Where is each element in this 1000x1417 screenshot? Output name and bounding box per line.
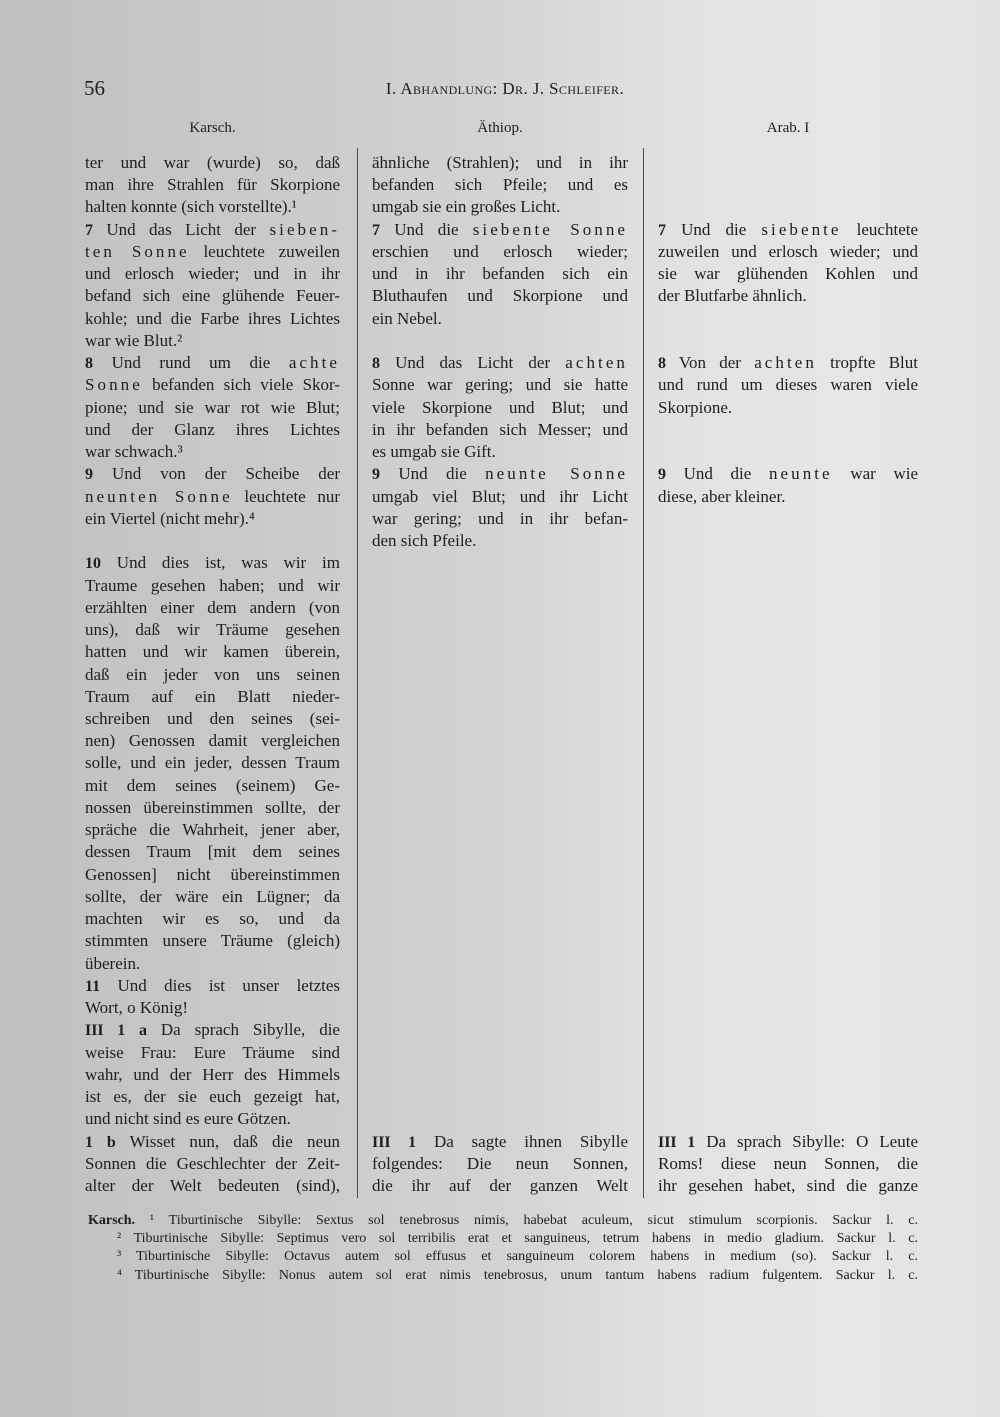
section-number: 1 b: [85, 1133, 116, 1151]
text-line: [85, 619, 340, 641]
text-run: Traum auf ein Blatt nieder-: [85, 686, 340, 706]
text-line: [658, 486, 918, 508]
text-run: Traume gesehen haben; und wir: [85, 575, 340, 595]
text-line: [85, 597, 340, 619]
section-number: 9: [658, 466, 666, 484]
column-header-arab: Arab. I: [766, 120, 810, 136]
text-run: Sonne war gering; und sie hatte: [372, 375, 628, 395]
text-line: [85, 285, 340, 307]
text-line: [85, 1175, 340, 1197]
section-number: III 1 a: [85, 1022, 147, 1040]
column-rule: [643, 148, 644, 1198]
text-line: [658, 1131, 918, 1154]
text-line: [372, 174, 628, 196]
text-line: [85, 686, 340, 708]
section-number: 10: [85, 555, 101, 573]
text-run: und rund um dieses waren viele: [658, 375, 918, 395]
section-number: 11: [85, 977, 101, 995]
text-run: befanden sich Pfeile; und es: [372, 175, 628, 195]
text-run: umgab viel Blut; und ihr Licht: [372, 486, 628, 506]
text-run: ist es, der sie euch gezeigt hat,: [85, 1087, 340, 1107]
text-line: [372, 285, 628, 307]
section-number: 8: [372, 355, 380, 373]
text-line: [85, 263, 340, 285]
text-line: [658, 241, 918, 263]
text-line: [85, 752, 340, 774]
text-line: [658, 263, 918, 285]
text-line: [372, 397, 628, 419]
footnote-text: Tiburtinische Sibylle: Octavus autem sol effusus et sanguineum colorem habens in medium (so). Sackur l. c.: [136, 1249, 918, 1264]
text-run: Und dies ist, was wir im: [100, 553, 340, 573]
text-run: und nicht sind es eure Götzen.: [85, 1109, 291, 1129]
column-aethiop: [372, 152, 628, 1202]
section-number: 9: [85, 466, 93, 484]
text-line: [658, 219, 918, 242]
text-run: Und dies ist unser letztes: [100, 975, 340, 995]
text-run: Und rund um die: [92, 353, 289, 373]
text-run: Und das Licht der: [92, 219, 270, 239]
footnote-4: [117, 1267, 918, 1285]
text-line: [85, 397, 340, 419]
text-run: Wisset nun, daß die neun: [115, 1131, 341, 1151]
text-line: [372, 1153, 628, 1175]
text-line: [85, 908, 340, 930]
text-line: [658, 1175, 918, 1197]
footnote-text: Tiburtinische Sibylle: Septimus vero sol terribilis erat et sanguineus, tetrum habens in medio gladium. Sackur l. c.: [133, 1231, 918, 1246]
text-line: [85, 841, 340, 863]
spaced-text: sieben-: [269, 219, 340, 239]
page-number: 56: [84, 76, 105, 100]
text-run: nossen übereinstimmen sollte, der: [85, 797, 340, 817]
text-line: [372, 463, 628, 486]
text-line: [85, 797, 340, 819]
text-line: [85, 930, 340, 952]
text-line: [85, 997, 340, 1019]
text-run: Und die: [379, 464, 486, 484]
text-line: [372, 374, 628, 396]
column-rule: [357, 148, 358, 1198]
spaced-text: Sonne: [85, 375, 143, 395]
text-line: [85, 664, 340, 686]
text-line: [372, 241, 628, 263]
section-number: 8: [658, 355, 666, 373]
text-run: befanden sich viele Skor-: [142, 375, 340, 395]
text-run: schreiben und den seines (sei-: [85, 709, 340, 728]
text-run: und erlosch wieder; und in ihr: [85, 264, 340, 284]
text-run: alter der Welt bedeuten (sind),: [85, 1176, 340, 1196]
text-run: spräche die Wahrheit, jener aber,: [85, 820, 340, 840]
text-run: und in ihr befanden sich ein: [372, 264, 628, 284]
text-run: war wie: [832, 464, 919, 484]
text-run: sollte, der wäre ein Lügner; da: [85, 886, 340, 906]
column-karsch: [85, 152, 340, 1202]
text-run: wahr, und der Herr des Himmels: [85, 1064, 340, 1084]
column-header-aethiop: Äthiop.: [477, 120, 523, 136]
text-run: umgab sie ein großes Licht.: [372, 197, 561, 217]
text-run: kohle; und die Farbe ihres Lichtes: [85, 308, 340, 328]
text-line: [85, 308, 340, 330]
column-header-karsch: Karsch.: [189, 120, 236, 136]
text-run: halten konnte (sich vorstellte).¹: [85, 197, 297, 217]
section-number: 8: [85, 355, 93, 373]
text-line: [85, 975, 340, 998]
text-run: man ihre Strahlen für Skorpione: [85, 175, 340, 195]
text-run: daß ein jeder von uns seinen: [85, 664, 340, 684]
text-line: [85, 864, 340, 886]
text-run: Roms! diese neun Sonnen, die: [658, 1153, 918, 1173]
text-run: stimmten unsere Träume (gleich): [85, 931, 340, 951]
text-run: diese, aber kleiner.: [658, 486, 786, 506]
text-line: [372, 1175, 628, 1197]
text-run: viele Skorpione und Blut; und: [372, 397, 628, 417]
text-line: [85, 330, 340, 352]
text-line: [85, 819, 340, 841]
text-run: tropfte Blut: [816, 353, 918, 373]
text-line: [85, 575, 340, 597]
text-line: [85, 441, 340, 463]
text-run: folgendes: Die neun Sonnen,: [372, 1153, 628, 1173]
text-run: weise Frau: Eure Träume sind: [85, 1042, 340, 1062]
text-run: überein.: [85, 953, 141, 973]
footnote-text: Tiburtinische Sibylle: Nonus autem sol erat nimis tenebrosus, unum tantum habens radium fulgentem. Sackur l. c.: [134, 1268, 918, 1283]
text-run: leuchtete: [841, 219, 919, 239]
text-run: ter und war (wurde) so, daß: [85, 153, 340, 172]
running-title: I. Abhandlung: Dr. J. Schleifer.: [385, 79, 625, 98]
text-line: [85, 1153, 340, 1175]
text-line: [372, 508, 628, 530]
footnote-2: [117, 1230, 918, 1248]
spaced-text: neunte: [768, 464, 833, 484]
text-line: [85, 1042, 340, 1064]
text-run: war wie Blut.²: [85, 330, 183, 350]
text-line: [85, 419, 340, 441]
text-run: ähnliche (Strahlen); und in ihr: [372, 153, 628, 172]
text-line: [85, 486, 340, 508]
text-line: [658, 352, 918, 375]
text-run: Und die: [665, 464, 769, 484]
text-run: hatten und wir kamen überein,: [85, 642, 340, 662]
text-line: [85, 775, 340, 797]
section-number: 7: [85, 221, 93, 239]
text-line: [372, 308, 628, 330]
text-line: [658, 1153, 918, 1175]
spaced-text: neunten Sonne: [85, 486, 233, 506]
section-number: 9: [372, 466, 380, 484]
text-line: [372, 1131, 628, 1154]
text-run: zuweilen und erlosch wieder; und: [658, 241, 918, 261]
text-run: Bluthaufen und Skorpione und: [372, 286, 628, 306]
text-line: [85, 374, 340, 396]
text-run: der Blutfarbe ähnlich.: [658, 286, 807, 306]
text-line: [85, 196, 340, 218]
text-line: [85, 241, 340, 263]
text-line: [85, 152, 340, 174]
text-run: war schwach.³: [85, 442, 183, 462]
text-run: erzählten einer dem andern (von: [85, 597, 340, 617]
spaced-text: achten: [565, 353, 628, 373]
text-run: Von der: [665, 353, 755, 373]
text-line: [85, 1108, 340, 1130]
text-line: [372, 152, 628, 174]
text-line: [372, 530, 628, 552]
text-run: leuchtete zuweilen: [189, 241, 340, 261]
section-number: III 1: [658, 1133, 696, 1151]
footnote-mark: ¹: [149, 1213, 155, 1228]
footnote-1: [88, 1212, 918, 1230]
text-run: erschien und erlosch wieder;: [372, 241, 628, 261]
footnote-mark: ³: [117, 1249, 122, 1264]
text-line: [85, 708, 340, 730]
text-line: [372, 196, 628, 218]
text-line: [85, 1131, 340, 1154]
text-line: [85, 1086, 340, 1108]
text-run: befand sich eine glühende Feuer-: [85, 286, 340, 306]
spaced-text: neunte Sonne: [485, 464, 628, 484]
text-run: pione; und sie war rot wie Blut;: [85, 397, 340, 417]
text-line: [372, 263, 628, 285]
text-run: Und von der Scheibe der: [92, 464, 340, 484]
text-line: [372, 419, 628, 441]
footnote-mark: ⁴: [117, 1268, 122, 1283]
text-run: dessen Traum [mit dem seines: [85, 842, 340, 862]
text-run: ein Viertel (nicht mehr).⁴: [85, 508, 255, 528]
text-line: [85, 1019, 340, 1042]
footnote-3: [117, 1248, 918, 1266]
section-number: 7: [372, 221, 380, 239]
text-run: Genossen] nicht übereinstimmen: [85, 864, 340, 884]
text-run: leuchtete nur: [232, 486, 340, 506]
text-line: [372, 352, 628, 375]
spaced-text: achten: [754, 353, 817, 373]
text-line: [658, 397, 918, 419]
spaced-text: ten Sonne: [85, 241, 190, 261]
text-line: [85, 1064, 340, 1086]
text-run: Wort, o König!: [85, 998, 188, 1018]
section-number: 7: [658, 221, 666, 239]
text-line: [372, 486, 628, 508]
text-run: in ihr befanden sich Messer; und: [372, 419, 628, 439]
text-line: [85, 352, 340, 375]
text-line: [85, 463, 340, 486]
footnote-text: Tiburtinische Sibylle: Sextus sol tenebrosus nimis, habebat aculeum, sicut stimulum scorpionis. Sackur l. c.: [168, 1213, 919, 1228]
text-run: Da sprach Sibylle, die: [146, 1020, 340, 1040]
text-line: [85, 508, 340, 530]
text-run: machten wir es so, und da: [85, 909, 340, 929]
text-line: [658, 374, 918, 396]
text-line: [85, 174, 340, 196]
text-run: war gering; und in ihr befan-: [372, 508, 628, 528]
spaced-text: siebente: [761, 219, 842, 239]
text-run: den sich Pfeile.: [372, 531, 477, 551]
text-run: uns), daß wir Träume gesehen: [85, 620, 340, 640]
text-run: es umgab sie Gift.: [372, 442, 496, 462]
text-line: [372, 219, 628, 242]
text-run: nen) Genossen damit vergleichen: [85, 731, 340, 751]
column-arab: [658, 152, 918, 1202]
text-line: [85, 219, 340, 242]
text-line: [372, 441, 628, 463]
text-run: Da sagte ihnen Sibylle: [416, 1131, 628, 1151]
text-run: mit dem seines (seinem) Ge-: [85, 775, 340, 795]
text-run: ihr gesehen habet, sind die ganze: [658, 1176, 918, 1196]
text-line: [85, 886, 340, 908]
text-run: solle, und ein jeder, dessen Traum: [85, 753, 340, 773]
text-run: sie war glühenden Kohlen und: [658, 264, 918, 284]
text-line: [85, 552, 340, 575]
section-number: III 1: [372, 1133, 417, 1151]
footnote-label: Karsch.: [88, 1213, 136, 1228]
text-run: Und das Licht der: [379, 353, 566, 373]
spaced-text: achte: [288, 353, 340, 373]
text-run: Und die: [665, 219, 762, 239]
text-line: [658, 285, 918, 307]
text-run: ein Nebel.: [372, 308, 442, 328]
footnote-mark: ²: [117, 1231, 122, 1246]
text-run: Und die: [379, 219, 473, 239]
text-run: und der Glanz ihres Lichtes: [85, 419, 340, 439]
text-run: Da sprach Sibylle: O Leute: [695, 1131, 918, 1151]
text-line: [85, 641, 340, 663]
text-line: [85, 953, 340, 975]
text-run: Sonnen die Geschlechter der Zeit-: [85, 1153, 340, 1173]
text-line: [85, 730, 340, 752]
text-run: die ihr auf der ganzen Welt: [372, 1176, 628, 1196]
spaced-text: siebente Sonne: [472, 219, 629, 239]
text-run: Skorpione.: [658, 397, 733, 417]
text-line: [658, 463, 918, 486]
